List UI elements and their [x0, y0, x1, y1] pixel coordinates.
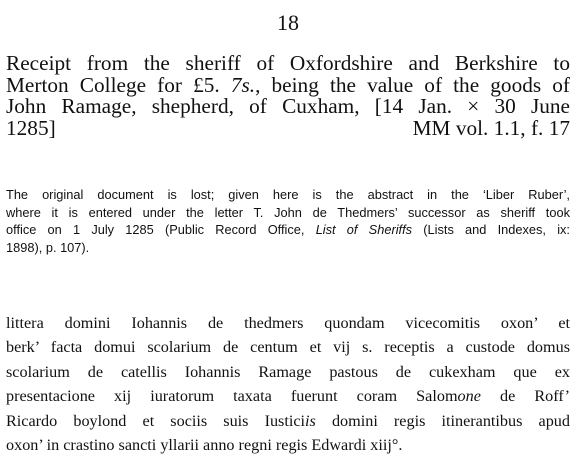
page-number: 18 — [277, 10, 299, 35]
transcription-line-3: scolarium de catellis Iohannis Ramage pastous de cukexham que ex — [6, 362, 570, 381]
document-title — [6, 53, 570, 139]
title-line-2-shillings: 7s. — [230, 72, 256, 97]
editorial-note — [6, 186, 570, 256]
latin-transcription — [6, 311, 570, 457]
title-line-3: John Ramage, shepherd, of Cuxham, [14 Jan. × 30 June — [6, 94, 570, 118]
note-line-3 — [6, 221, 570, 239]
note-line-1: The original document is lost; given here is the abstract in the ‘Liber Ruber’, — [6, 187, 570, 202]
transcription-line-5 — [6, 409, 570, 433]
transcription-line-4-end: de Roff’ — [480, 387, 570, 406]
manuscript-reference: MM vol. 1.1, f. 17 — [412, 115, 570, 140]
note-line-4: 1898), p. 107). — [6, 239, 90, 255]
title-line-2-start: Merton College for £5. — [6, 72, 231, 97]
date-range-end: 1285] — [6, 115, 56, 140]
transcription-line-4-start: presentacione xij iuratorum taxata fuerunt coram Salom — [6, 387, 458, 406]
note-line-3-end: (Lists and Indexes, ix: — [412, 222, 570, 237]
expanded-abbreviation-is: is — [305, 411, 316, 430]
transcription-line-2: berk’ facta domui scolarium de centum et vij s. receptis a custode domus — [6, 338, 570, 357]
title-line-2-end: , being the value of the goods of — [255, 72, 570, 97]
title-line-4 — [6, 115, 570, 140]
note-line-2: where it is entered under the letter T. John de Thedmers’ successor as sheriff took — [6, 204, 570, 220]
transcription-line-5-start: Ricardo boylond et sociis suis Iustici — [6, 411, 306, 430]
transcription-line-6: oxon’ in crastino sancti yllarii anno regni regis Edwardi xiij°. — [6, 436, 403, 455]
transcription-line-1: littera domini Iohannis de thedmers quondam vicecomitis oxon’ et — [6, 314, 570, 332]
note-line-3-start: office on 1 July 1285 (Public Record Office, — [6, 222, 316, 237]
transcription-line-4 — [6, 384, 570, 408]
title-line-1: Receipt from the sheriff of Oxfordshire and Berkshire to — [6, 51, 570, 75]
transcription-line-5-end: domini regis itinerantibus apud — [315, 411, 570, 430]
expanded-abbreviation-one: one — [457, 387, 481, 406]
list-of-sheriffs-title: List of Sheriffs — [315, 222, 413, 237]
title-line-2 — [6, 72, 570, 97]
